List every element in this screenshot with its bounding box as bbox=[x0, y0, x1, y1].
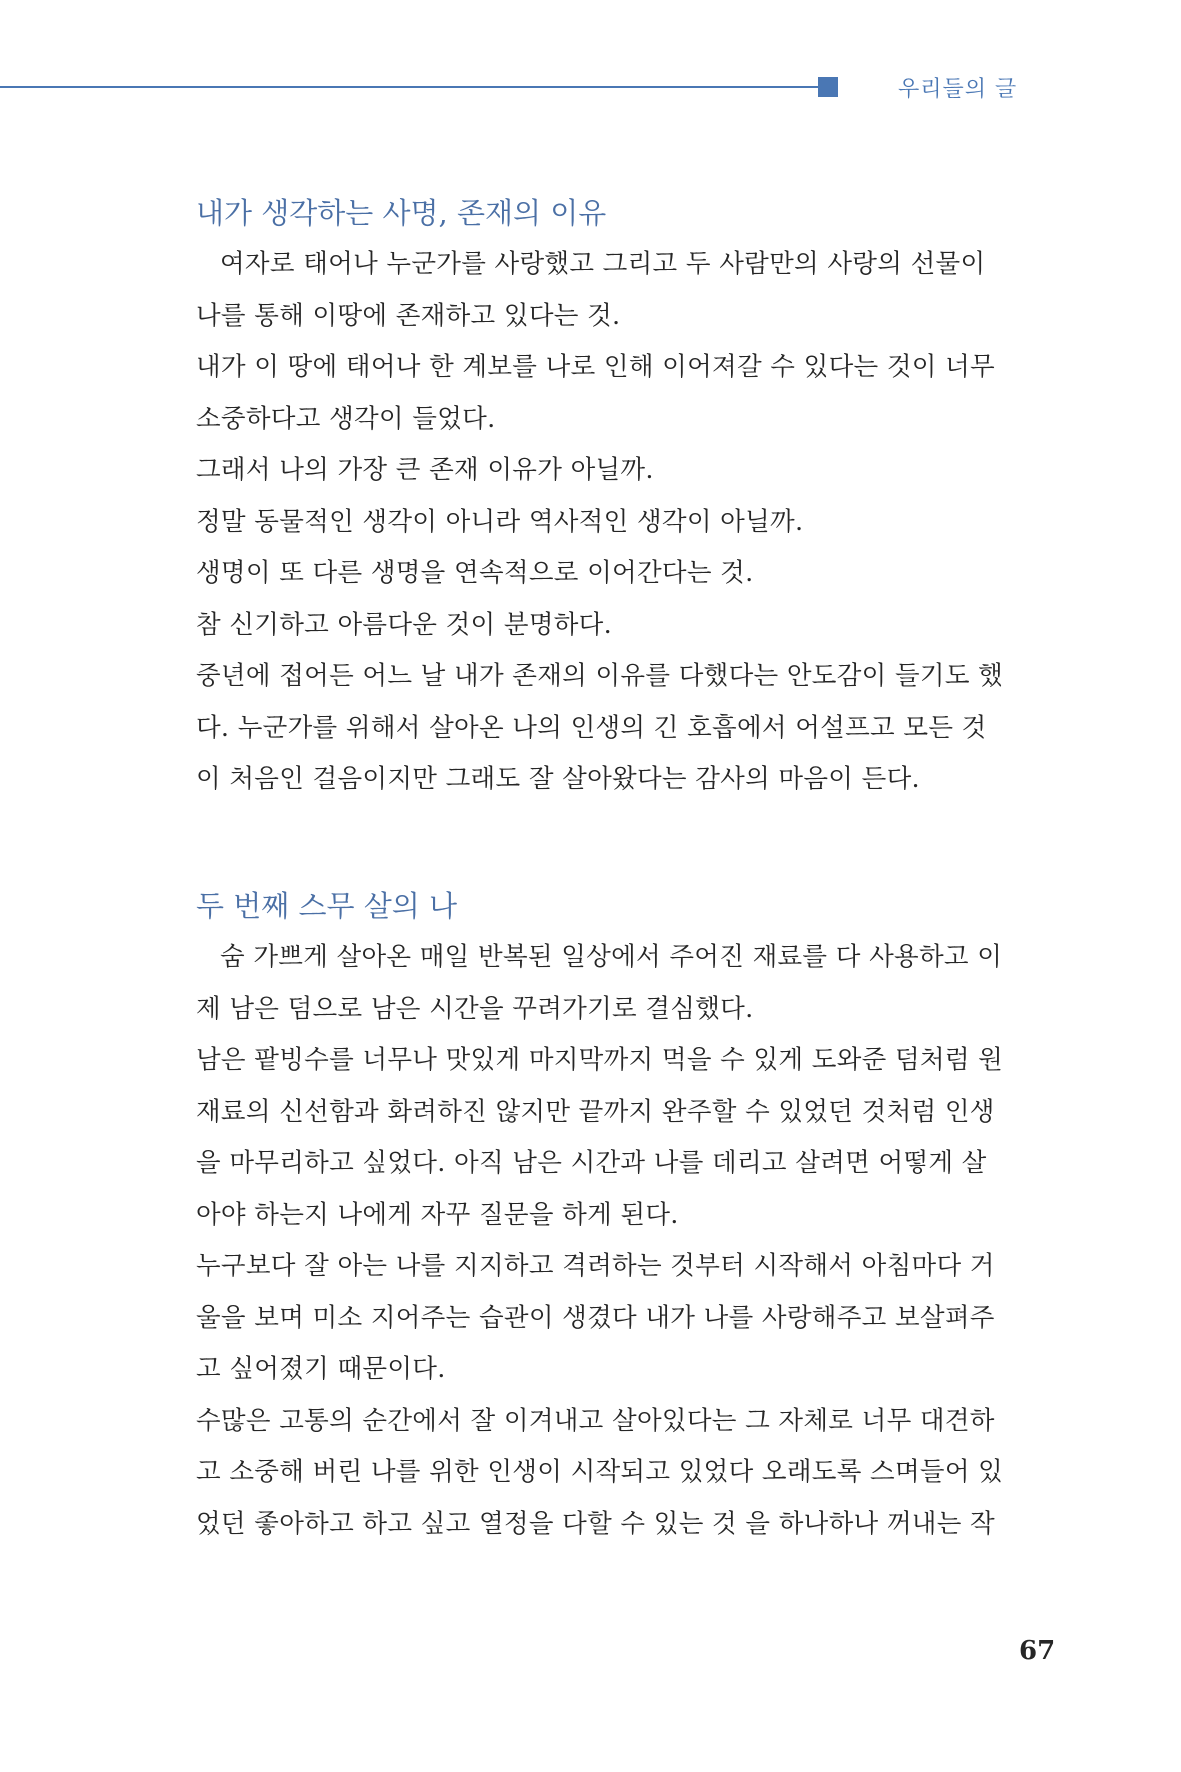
body-line: 고 싶어졌기 때문이다. bbox=[196, 1354, 446, 1384]
body-line: 남은 팥빙수를 너무나 맛있게 마지막까지 먹을 수 있게 도와준 덤처럼 원 bbox=[196, 1045, 1004, 1075]
body-line: 울을 보며 미소 지어주는 습관이 생겼다 내가 나를 사랑해주고 보살펴주 bbox=[196, 1302, 995, 1333]
body-line: 누구보다 잘 아는 나를 지지하고 격려하는 것부터 시작해서 아침마다 거 bbox=[196, 1251, 995, 1281]
body-line: 숨 가쁘게 살아온 매일 반복된 일상에서 주어진 재료를 다 사용하고 이 bbox=[220, 942, 1003, 972]
body-line: 생명이 또 다른 생명을 연속적으로 이어간다는 것. bbox=[196, 558, 754, 588]
body-line: 정말 동물적인 생각이 아니라 역사적인 생각이 아닐까. bbox=[196, 506, 804, 537]
body-line: 소중하다고 생각이 들었다. bbox=[196, 403, 496, 434]
section-mission bbox=[196, 194, 1046, 806]
body-line: 제 남은 덤으로 남은 시간을 꾸려가기로 결심했다. bbox=[196, 993, 754, 1024]
body-line: 중년에 접어든 어느 날 내가 존재의 이유를 다했다는 안도감이 들기도 했 bbox=[196, 661, 1004, 691]
body-line: 여자로 태어나 누군가를 사랑했고 그리고 두 사람만의 사랑의 선물이 bbox=[220, 249, 986, 279]
section-heading: 내가 생각하는 사명, 존재의 이유 bbox=[196, 196, 607, 230]
header-square-marker bbox=[818, 77, 838, 97]
body-line: 을 마무리하고 싶었다. 아직 남은 시간과 나를 데리고 살려면 어떻게 살 bbox=[196, 1148, 987, 1178]
body-line: 었던 좋아하고 하고 싶고 열정을 다할 수 있는 것 을 하나하나 꺼내는 작 bbox=[196, 1508, 995, 1539]
body-line: 이 처음인 걸음이지만 그래도 잘 살아왔다는 감사의 마음이 든다. bbox=[196, 764, 920, 794]
body-line: 그래서 나의 가장 큰 존재 이유가 아닐까. bbox=[196, 455, 654, 485]
header-rule bbox=[0, 86, 818, 88]
body-line: 나를 통해 이땅에 존재하고 있다는 것. bbox=[196, 300, 621, 331]
header-title: 우리들의 글 bbox=[898, 77, 1018, 102]
page-number: 67 bbox=[1019, 1636, 1056, 1666]
body-line: 다. 누군가를 위해서 살아온 나의 인생의 긴 호흡에서 어설프고 모든 것 bbox=[196, 712, 987, 743]
body-line: 아야 하는지 나에게 자꾸 질문을 하게 된다. bbox=[196, 1199, 679, 1230]
body-line: 참 신기하고 아름다운 것이 분명하다. bbox=[196, 609, 613, 640]
body-line: 수많은 고통의 순간에서 잘 이겨내고 살아있다는 그 자체로 너무 대견하 bbox=[196, 1405, 995, 1436]
body-line: 내가 이 땅에 태어나 한 계보를 나로 인해 이어져갈 수 있다는 것이 너무 bbox=[196, 352, 995, 382]
section-heading: 두 번째 스무 살의 나 bbox=[196, 889, 457, 923]
section-second-twenty bbox=[196, 887, 1046, 1550]
body-line: 재료의 신선함과 화려하진 않지만 끝까지 완주할 수 있었던 것처럼 인생 bbox=[196, 1096, 995, 1127]
body-line: 고 소중해 버린 나를 위한 인생이 시작되고 있었다 오래도록 스며들어 있 bbox=[196, 1457, 1004, 1487]
